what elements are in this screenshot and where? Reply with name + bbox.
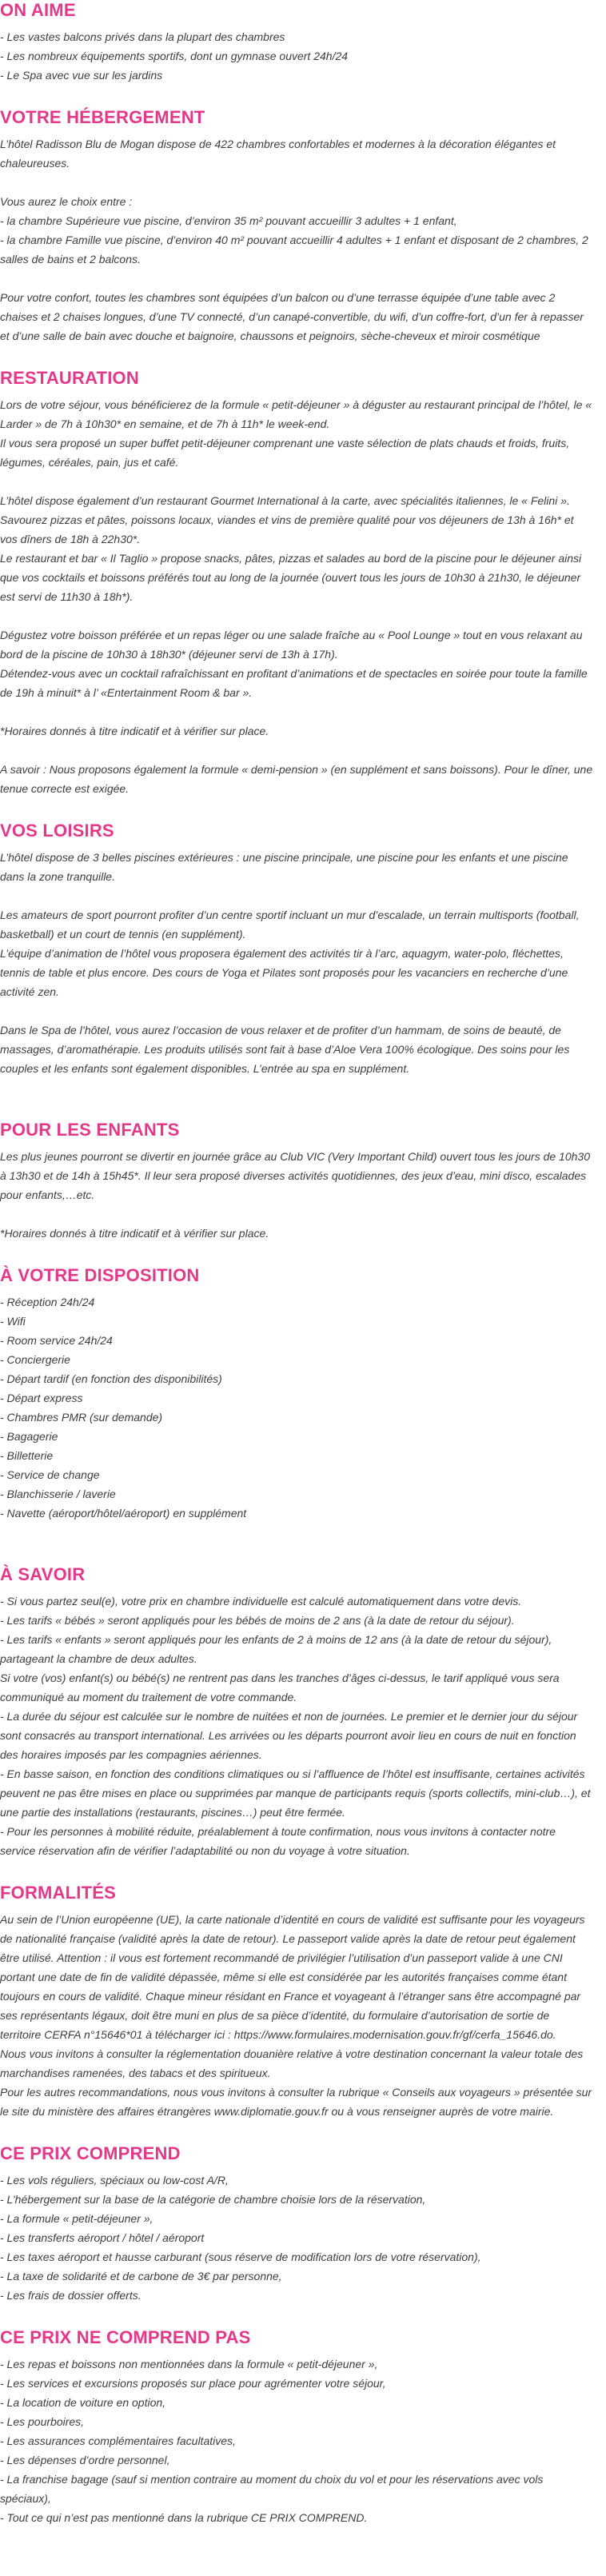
- included-list: [0, 2171, 593, 2305]
- restauration-paragraph: Lors de votre séjour, vous bénéficierez de la formule « petit-déjeuner » à déguster au restaurant principal de l’hôtel, le « Larder » de 7h à 10h30* en semaine, et de 7h à 11h* le week-end.: [0, 398, 592, 430]
- list-item: - Les dépenses d’ordre personnel,: [0, 2454, 170, 2466]
- list-item: - Blanchisserie / laverie: [0, 1488, 116, 1500]
- section-title-loisirs: VOS LOISIRS: [0, 821, 114, 841]
- list-item: - Les nombreux équipements sportifs, dont un gymnase ouvert 24h/24: [0, 50, 349, 62]
- list-item: - Les vols réguliers, spéciaux ou low-cost A/R,: [0, 2174, 229, 2187]
- list-item: - Les services et excursions proposés sur place pour agrémenter votre séjour,: [0, 2377, 386, 2390]
- spacer: [0, 2305, 593, 2324]
- section-title-on-aime: ON AIME: [0, 0, 76, 20]
- hours-note: *Horaires donnés à titre indicatif et à vérifier sur place.: [0, 725, 269, 737]
- spacer: [0, 702, 593, 721]
- list-item: - La location de voiture en option,: [0, 2396, 166, 2409]
- section-on-aime: [0, 0, 593, 85]
- restauration-paragraph: L’hôtel dispose également d’un restaurant Gourmet International à la carte, avec spécialités italiennes, le « Felini ». Savourez pizzas et pâtes, poissons locaux, viandes et vins de première qualité pour vos déjeuners de 13h à 16h* et vos dîners de 18h à 22h30*.: [0, 494, 574, 545]
- savoir-text: - Si vous partez seul(e), votre prix en chambre individuelle est calculé automatiquement dans votre devis. - Les tarifs « bébés » seront appliqués pour les bébés de moins de 2 ans (à la date de retour du séjour). - Les tarifs « enfants » seront appliqués pour les enfants de 2 à moins de 12 ans (à la date de retour du séjour), partageant la chambre de deux adultes. Si votre (vos) enfant(s) ou bébé(s) ne rentrent pas dans les tranches d’âges ci-dessus, le tarif appliqué vous sera communiqué au moment du traitement de votre commande. - La durée du séjour est calculée sur le nombre de nuitées et non de journées. Le premier et le dernier jour du séjour sont consacrés au transport international. Les arrivées ou les départs pourront avoir lieu en cours de nuit en fonction des horaires imposés par les compagnies aériennes. - En basse saison, en fonction des conditions climatiques ou si l’affluence de l’hôtel est insuffisante, certaines activités peuvent ne pas être mises en place ou supprimées par manque de participants requis (sports collectifs, mini-club…), et une partie des installations (restaurants, piscines…) peut être fermée. - Pour les personnes à mobilité réduite, préalablement à toute confirmation, nous vous invitons à contacter notre service réservation afin de vérifier l’adaptabilité ou non du voyage à votre situation.: [0, 1595, 591, 1857]
- spacer: [0, 2121, 593, 2140]
- hebergement-choose-label: Vous aurez le choix entre :: [0, 195, 133, 208]
- list-item: - Le Spa avec vue sur les jardins: [0, 69, 163, 82]
- list-item: - Les pourboires,: [0, 2415, 85, 2428]
- spacer: [0, 269, 593, 288]
- list-item: - Les vastes balcons privés dans la plupart des chambres: [0, 30, 285, 43]
- half-board-note: A savoir : Nous proposons également la formule « demi-pension » (en supplément et sans boissons). Pour le dîner, une tenue correcte est exigée.: [0, 763, 593, 795]
- list-item: - Les frais de dossier offerts.: [0, 2289, 142, 2302]
- spacer: [0, 1204, 593, 1224]
- spacer: [0, 472, 593, 491]
- list-item: - Les assurances complémentaires facultatives,: [0, 2434, 236, 2447]
- section-restauration: [0, 368, 593, 798]
- list-item: - L’hébergement sur la base de la catégorie de chambre choisie lors de la réservation,: [0, 2193, 426, 2206]
- section-enfants: [0, 1120, 593, 1243]
- hebergement-comfort: Pour votre confort, toutes les chambres sont équipées d’un balcon ou d’une terrasse équipée d’une table avec 2 chaises et 2 chaises longues, d’une TV connecté, d’un canapé-convertible, du wifi, d’un coffre-fort, d’un fer à repasser et d’une salle de bain avec douche et baignoire, chaussons et peignoirs, sèche-cheveux et miroir cosmétique: [0, 291, 584, 342]
- section-prix-ne-comprend: [0, 2327, 593, 2527]
- spacer: [0, 798, 593, 817]
- section-title-restauration: RESTAURATION: [0, 368, 139, 388]
- spacer: [0, 173, 593, 192]
- loisirs-paragraph: L’équipe d’animation de l’hôtel vous proposera également des activités tir à l’arc, aquagym, water-polo, fléchettes, tennis de table et plus encore. Des cours de Yoga et Pilates sont proposés pour les vacanciers en recherche d’une activité zen.: [0, 947, 568, 998]
- section-title-formalites: FORMALITÉS: [0, 1883, 116, 1903]
- room-choice-famille: - la chambre Famille vue piscine, d’environ 40 m² pouvant accueillir 4 adultes + 1 enfant et disposant de 2 chambres, 2 salles de bains et 2 balcons.: [0, 234, 588, 266]
- not-included-list: [0, 2354, 593, 2527]
- section-title-disposition: À VOTRE DISPOSITION: [0, 1265, 200, 1285]
- spacer: [0, 1860, 593, 1879]
- list-item: - Tout ce qui n’est pas mentionné dans la rubrique CE PRIX COMPREND.: [0, 2511, 368, 2524]
- list-item: - Conciergerie: [0, 1353, 70, 1366]
- spacer: [0, 606, 593, 625]
- hours-note: *Horaires donnés à titre indicatif et à vérifier sur place.: [0, 1227, 269, 1240]
- list-item: - La formule « petit-déjeuner »,: [0, 2212, 153, 2225]
- loisirs-paragraph: L’hôtel dispose de 3 belles piscines extérieures : une piscine principale, une piscine pour les enfants et une piscine dans la zone tranquille.: [0, 851, 568, 883]
- section-savoir: [0, 1564, 593, 1860]
- list-item: - Billetterie: [0, 1449, 54, 1462]
- list-item: - La franchise bagage (sauf si mention contraire au moment du choix du vol et pour les réservations avec vols spéciaux),: [0, 2473, 544, 2505]
- list-item: - Les taxes aéroport et hausse carburant (sous réserve de modification lors de votre réservation),: [0, 2251, 481, 2263]
- hebergement-intro: L’hôtel Radisson Blu de Mogan dispose de 422 chambres confortables et modernes à la décoration élégantes et chaleureuses.: [0, 138, 556, 170]
- list-item: - Les repas et boissons non mentionnées dans la formule « petit-déjeuner »,: [0, 2358, 378, 2370]
- formalites-text: Au sein de l’Union européenne (UE), la carte nationale d’identité en cours de validité est suffisante pour les voyageurs de nationalité française (validité après la date de retour). Le passeport valide après la date de retour peut également être utilisé. Attention : il vous est fortement recommandé de privilégier l’utilisation d’un passeport valide à une CNI portant une date de fin de validité dépassée, même si elle est considérée par les autorités françaises comme étant toujours en cours de validité. Chaque mineur résidant en France et voyageant à l’étranger sans être accompagné par ses représentants légaux, doit être muni en plus de sa pièce d’identité, du formulaire d’autorisation de sortie de territoire CERFA n°15646*01 à télécharger ici : https://www.formulaires.modernisation.gouv.fr/gf/cerfa_15646.do. Nous vous invitons à consulter la réglementation douanière relative à votre destination concernant la valeur totale des marchandises ramenées, des tabacs et des spiritueux. Pour les autres recommandations, nous vous invitons à consulter la rubrique « Conseils aux voyageurs » présentée sur le site du ministère des affaires étrangères www.diplomatie.gouv.fr ou à vous renseigner auprès de votre mairie.: [0, 1913, 592, 2118]
- spacer: [0, 1078, 593, 1116]
- restauration-paragraph: Le restaurant et bar « Il Taglio » propose snacks, pâtes, pizzas et salades au bord de la piscine pour le déjeuner ainsi que vos cocktails et boissons préférés tout au long de la journée (ouvert tous les jours de 10h30 à 21h30, le déjeuner est servi de 11h30 à 18h*).: [0, 552, 582, 603]
- section-prix-comprend: [0, 2143, 593, 2305]
- loisirs-paragraph: Dans le Spa de l’hôtel, vous aurez l’occasion de vous relaxer et de profiter d’un hammam, de soins de beauté, de massages, d’aromathérapie. Les produits utilisés sont fait à base d’Aloe Vera 100% écologique. Des soins pour les couples et les enfants sont également disponibles. L’entrée au spa en supplément.: [0, 1024, 570, 1075]
- section-title-savoir: À SAVOIR: [0, 1564, 86, 1584]
- section-title-prix-comprend: CE PRIX COMPREND: [0, 2143, 181, 2163]
- section-disposition: [0, 1265, 593, 1523]
- list-item: - Room service 24h/24: [0, 1334, 113, 1347]
- spacer: [0, 1001, 593, 1020]
- list-item: - Chambres PMR (sur demande): [0, 1411, 163, 1424]
- section-hebergement: [0, 107, 593, 345]
- section-title-prix-ne-comprend: CE PRIX NE COMPREND PAS: [0, 2327, 251, 2347]
- list-item: - Les transferts aéroport / hôtel / aéroport: [0, 2231, 205, 2244]
- list-item: - Navette (aéroport/hôtel/aéroport) en supplément: [0, 1507, 247, 1520]
- room-choice-superieure: - la chambre Supérieure vue piscine, d’environ 35 m² pouvant accueillir 3 adultes + 1 enfant,: [0, 214, 457, 227]
- list-item: - La taxe de solidarité et de carbone de 3€ par personne,: [0, 2270, 282, 2282]
- section-title-enfants: POUR LES ENFANTS: [0, 1120, 180, 1140]
- list-item: - Wifi: [0, 1315, 26, 1328]
- restauration-paragraph: Dégustez votre boisson préférée et un repas léger ou une salade fraîche au « Pool Lounge » tout en vous relaxant au bord de la piscine de 10h30 à 18h30* (déjeuner servi de 13h à 17h).: [0, 629, 583, 661]
- section-formalites: [0, 1883, 593, 2121]
- spacer: [0, 886, 593, 905]
- loisirs-paragraph: Les amateurs de sport pourront profiter d’un centre sportif incluant un mur d’escalade, un terrain multisports (football, basketball) et un court de tennis (en supplément).: [0, 909, 580, 941]
- list-item: - Départ express: [0, 1392, 83, 1404]
- list-item: - Service de change: [0, 1468, 100, 1481]
- spacer: [0, 741, 593, 760]
- list-item: - Bagagerie: [0, 1430, 58, 1443]
- spacer: [0, 85, 593, 104]
- section-loisirs: [0, 821, 593, 1078]
- spacer: [0, 345, 593, 365]
- list-item: - Réception 24h/24: [0, 1296, 95, 1308]
- section-title-hebergement: VOTRE HÉBERGEMENT: [0, 107, 205, 127]
- spacer: [0, 1523, 593, 1561]
- list-item: - Départ tardif (en fonction des disponibilités): [0, 1372, 222, 1385]
- on-aime-list: [0, 27, 593, 85]
- restauration-paragraph: Détendez-vous avec un cocktail rafraîchissant en profitant d’animations et de spectacles en soirée pour toute la famille de 19h à minuit* à l’ «Entertainment Room & bar ».: [0, 667, 588, 699]
- spacer: [0, 1243, 593, 1262]
- services-list: [0, 1292, 593, 1523]
- enfants-paragraph: Les plus jeunes pourront se divertir en journée grâce au Club VIC (Very Important Child) ouvert tous les jours de 10h30 à 13h30 et de 14h à 15h45*. Il leur sera proposé diverses activités quotidiennes, des jeux d’eau, mini disco, escalades pour enfants,…etc.: [0, 1150, 590, 1201]
- restauration-paragraph: Il vous sera proposé un super buffet petit-déjeuner comprenant une vaste sélection de plats chauds et froids, fruits, légumes, céréales, pain, jus et café.: [0, 437, 570, 469]
